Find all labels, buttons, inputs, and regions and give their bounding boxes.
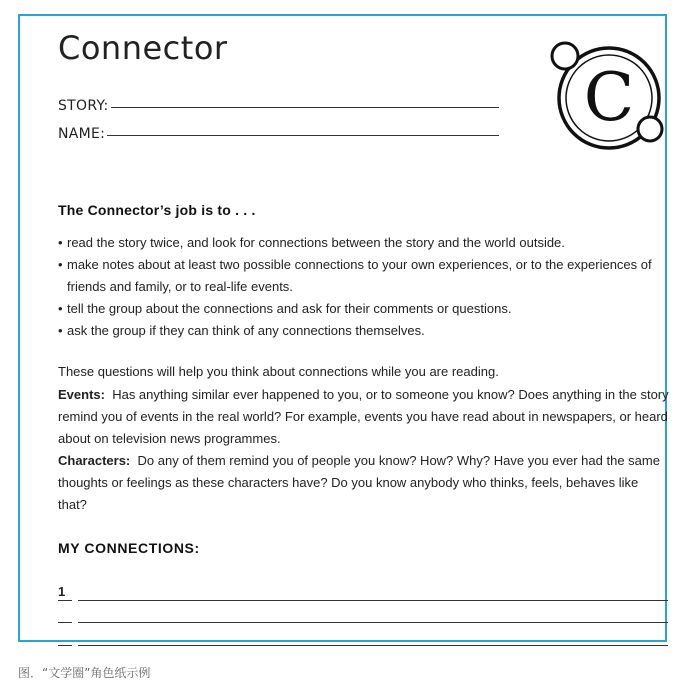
story-label: STORY:: [58, 98, 109, 114]
connection-blank-line: [78, 599, 668, 601]
connector-logo-icon: [546, 36, 668, 154]
characters-label: Characters:: [58, 453, 131, 468]
list-item: [58, 320, 658, 342]
story-field: [58, 98, 499, 114]
bullet: •: [58, 323, 63, 338]
connection-number: 1: [58, 584, 72, 601]
characters-paragraph: [58, 450, 670, 516]
name-blank-line: [107, 134, 499, 136]
story-blank-line: [111, 106, 499, 108]
events-paragraph: [58, 384, 670, 450]
connection-blank-line: [78, 644, 668, 646]
duty-text: tell the group about the connections and ask for their comments or questions.: [67, 301, 512, 316]
bullet: •: [58, 257, 63, 272]
figure-caption: 图．“文学圈”角色纸示例: [18, 666, 151, 680]
name-label: NAME:: [58, 126, 106, 142]
job-heading: The Connector’s job is to . . .: [58, 202, 256, 218]
logo-letter: C: [583, 59, 635, 136]
connection-number: [58, 606, 72, 623]
duty-text: ask the group if they can think of any connections themselves.: [67, 323, 425, 338]
intro-paragraph: These questions will help you think about connections while you are reading.: [58, 364, 499, 379]
worksheet-title: Connector: [58, 29, 228, 67]
events-label: Events:: [58, 387, 105, 402]
connection-row: [58, 626, 668, 646]
events-text: Has anything similar ever happened to you, or to someone you know? Does anything in the story remind you of events in the real world? For example, events you have read about in newspapers, or heard about on television news programmes.: [58, 387, 669, 446]
duty-text: read the story twice, and look for connections between the story and the world outside.: [67, 235, 565, 250]
name-field: [58, 126, 499, 142]
bullet: •: [58, 301, 63, 316]
connection-blank-line: [78, 621, 668, 623]
bullet: •: [58, 235, 63, 250]
duties-list: [58, 232, 658, 342]
worksheet-card: [18, 14, 667, 642]
list-item: [58, 254, 658, 298]
connection-number: [58, 629, 72, 646]
characters-text: Do any of them remind you of people you know? How? Why? Have you ever had the same thoughts or feelings as these characters have? Do you know anybody who thinks, feels, behaves like that?: [58, 453, 660, 512]
connection-row: [58, 581, 668, 601]
connection-row: [58, 603, 668, 623]
list-item: [58, 298, 658, 320]
duty-text: make notes about at least two possible connections to your own experiences, or to the experiences of friends and family, or to real-life events.: [67, 257, 652, 294]
list-item: [58, 232, 658, 254]
connections-heading: MY CONNECTIONS:: [58, 540, 200, 556]
